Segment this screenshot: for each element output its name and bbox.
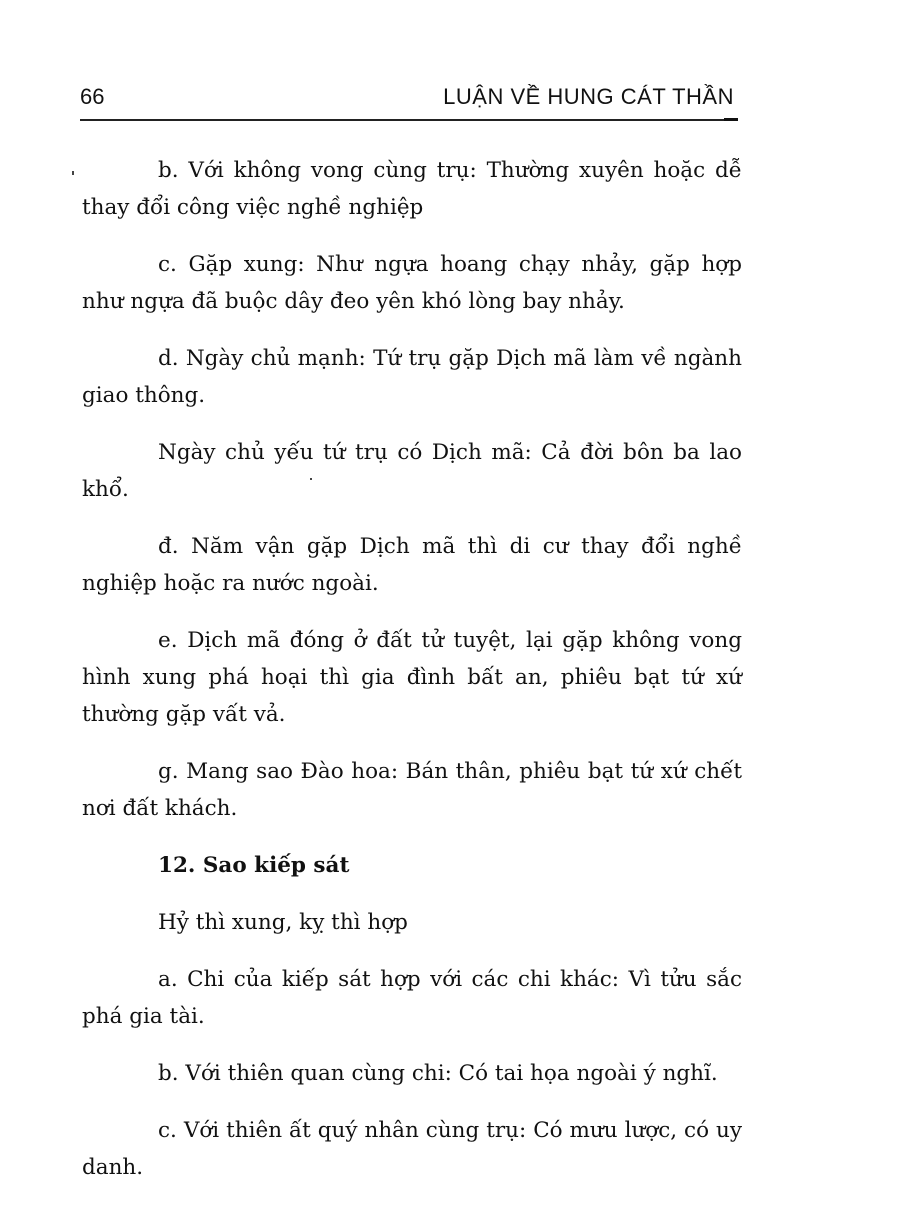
- paragraph-dd-nam-van: đ. Năm vận gặp Dịch mã thì di cư thay đổi nghề nghiệp hoặc ra nước ngoài.: [82, 534, 742, 596]
- paragraph-a-kiep-sat: a. Chi của kiếp sát hợp với các chi khác: Vì tửu sắc phá gia tài.: [82, 967, 742, 1029]
- paragraph-c-thien-at: c. Với thiên ất quý nhân cùng trụ: Có mưu lược, có uy danh.: [82, 1118, 742, 1180]
- scan-artifact-mark: [72, 171, 74, 175]
- paragraph-d-ngay-chu-manh: d. Ngày chủ mạnh: Tứ trụ gặp Dịch mã làm về ngành giao thông.: [82, 346, 742, 408]
- page-header: [80, 84, 736, 122]
- section-heading: 12. Sao kiếp sát: [158, 853, 350, 878]
- paragraph-c-gap-xung: c. Gặp xung: Như ngựa hoang chạy nhảy, gặp hợp như ngựa đã buộc dây đeo yên khó lòng bay nhảy.: [82, 252, 742, 314]
- page-number: 66: [80, 84, 105, 109]
- paragraph-b-khong-vong: b. Với không vong cùng trụ: Thường xuyên hoặc dễ thay đổi công việc nghề nghiệp: [82, 158, 742, 220]
- paragraph-e-dich-ma: e. Dịch mã đóng ở đất tử tuyệt, lại gặp không vong hình xung phá hoại thì gia đình bất an, phiêu bạt tứ xứ thường gặp vất vả.: [82, 628, 742, 727]
- header-rule: [80, 119, 738, 121]
- paragraph-b-thien-quan: b. Với thiên quan cùng chi: Có tai họa ngoài ý nghĩ.: [158, 1061, 718, 1086]
- paragraph-ngay-chu-yeu: Ngày chủ yếu tứ trụ có Dịch mã: Cả đời bôn ba lao khổ.: [82, 440, 742, 502]
- running-title: LUẬN VỀ HUNG CÁT THẦN: [443, 84, 734, 109]
- paragraph-g-dao-hoa: g. Mang sao Đào hoa: Bán thân, phiêu bạt tứ xứ chết nơi đất khách.: [82, 759, 742, 821]
- paragraph-hy-ky: Hỷ thì xung, kỵ thì hợp: [158, 910, 408, 935]
- body-text: [82, 152, 742, 1206]
